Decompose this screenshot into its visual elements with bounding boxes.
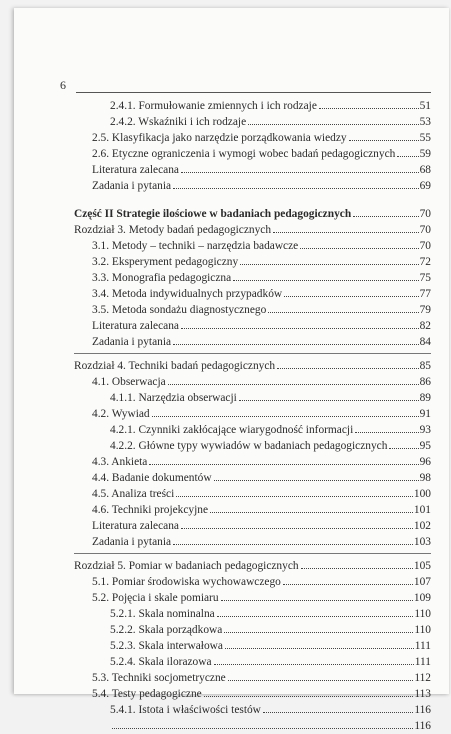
toc-entry-page: 101 bbox=[413, 504, 431, 516]
chapter-separator bbox=[74, 553, 431, 554]
toc-entry-title: Część II Strategie ilościowe w badaniach pedagogicznych bbox=[74, 208, 352, 220]
leader-dots bbox=[176, 496, 413, 497]
toc-entry-title: Zadania i pytania bbox=[92, 180, 172, 192]
leader-dots bbox=[181, 328, 419, 329]
toc-entry-title: 2.4.1. Formułowanie zmiennych i ich rodzaje bbox=[110, 100, 317, 112]
toc-entry-title: 3.2. Eksperyment pedagogiczny bbox=[92, 256, 239, 268]
leader-dots bbox=[173, 188, 419, 189]
toc-entry-title: 4.4. Badanie dokumentów bbox=[92, 472, 212, 484]
toc-entry-title: 4.1. Obserwacja bbox=[92, 376, 166, 388]
leader-dots bbox=[210, 512, 413, 513]
leader-dots bbox=[173, 544, 413, 545]
toc-entry-page: 75 bbox=[419, 272, 431, 284]
toc-entry-title: 5.1. Pomiar środowiska wychowawczego bbox=[92, 576, 281, 588]
toc-entry bbox=[74, 254, 431, 270]
toc-entry-title: 5.2.4. Skala ilorazowa bbox=[110, 656, 212, 668]
leader-dots bbox=[181, 172, 419, 173]
toc-entry bbox=[74, 406, 431, 422]
leader-dots bbox=[233, 280, 418, 281]
leader-dots bbox=[353, 216, 418, 217]
leader-dots bbox=[301, 568, 413, 569]
toc-entry-title: Literatura zalecana bbox=[92, 320, 179, 332]
toc-entry-title: Rozdział 3. Metody badań pedagogicznych bbox=[74, 224, 272, 236]
toc-entry-page: 84 bbox=[419, 336, 431, 348]
leader-dots bbox=[248, 124, 418, 125]
chapter-separator bbox=[74, 353, 431, 354]
toc-entry-page: 91 bbox=[419, 408, 431, 420]
toc-entry-page: 103 bbox=[413, 536, 431, 548]
toc-entry bbox=[74, 146, 431, 162]
toc-entry bbox=[74, 302, 431, 318]
toc-entry bbox=[74, 318, 431, 334]
toc-entry-page: 70 bbox=[419, 240, 431, 252]
toc-entry bbox=[74, 718, 431, 734]
toc-entry bbox=[74, 638, 431, 654]
toc-entry bbox=[74, 206, 431, 222]
toc-entry-page: 72 bbox=[419, 256, 431, 268]
toc-entry bbox=[74, 238, 431, 254]
toc-entry bbox=[74, 286, 431, 302]
toc-entry-page: 70 bbox=[419, 208, 431, 220]
toc-entry-page: 89 bbox=[419, 392, 431, 404]
toc-entry-title: 5.2. Pojęcia i skale pomiaru bbox=[92, 592, 219, 604]
toc-entry-title: 5.2.2. Skala porządkowa bbox=[110, 624, 223, 636]
toc-entry-page: 59 bbox=[419, 148, 431, 160]
toc-entry-page: 105 bbox=[413, 560, 431, 572]
leader-dots bbox=[149, 464, 418, 465]
header-rule bbox=[76, 92, 431, 93]
toc-entry bbox=[74, 574, 431, 590]
toc-entry-page: 55 bbox=[419, 132, 431, 144]
toc-entry bbox=[74, 114, 431, 130]
leader-dots bbox=[221, 600, 413, 601]
toc-entry-title: Literatura zalecana bbox=[92, 164, 179, 176]
leader-dots bbox=[168, 384, 419, 385]
toc-entry bbox=[74, 486, 431, 502]
toc-entry-page: 86 bbox=[419, 376, 431, 388]
leader-dots bbox=[240, 264, 418, 265]
leader-dots bbox=[284, 296, 418, 297]
toc-entry-page: 82 bbox=[419, 320, 431, 332]
toc-entry bbox=[74, 98, 431, 114]
toc-entry bbox=[74, 534, 431, 550]
toc-entry bbox=[74, 422, 431, 438]
toc-entry-page: 116 bbox=[414, 704, 431, 716]
toc-entry-title: 5.2.1. Skala nominalna bbox=[110, 608, 215, 620]
toc-entry-page: 70 bbox=[419, 224, 431, 236]
toc-entry-page: 79 bbox=[419, 304, 431, 316]
toc-entry-title: Rozdział 5. Pomiar w badaniach pedagogicznych bbox=[74, 560, 299, 572]
toc-entry-page: 95 bbox=[419, 440, 431, 452]
toc-entry-title: 3.1. Metody – techniki – narzędzia badawcze bbox=[92, 240, 299, 252]
toc-entry bbox=[74, 606, 431, 622]
leader-dots bbox=[349, 140, 419, 141]
toc-entry-page: 111 bbox=[414, 640, 431, 652]
toc-entry-title: 3.3. Monografia pedagogiczna bbox=[92, 272, 232, 284]
toc-entry bbox=[74, 222, 431, 238]
leader-dots bbox=[300, 248, 418, 249]
leader-dots bbox=[181, 528, 413, 529]
toc-entry-title: 3.4. Metoda indywidualnych przypadków bbox=[92, 288, 283, 300]
toc-entry bbox=[74, 558, 431, 574]
leader-dots bbox=[225, 648, 414, 649]
toc-entry-page: 68 bbox=[419, 164, 431, 176]
toc-entry-title: 2.5. Klasyfikacja jako narzędzie porządkowania wiedzy bbox=[92, 132, 347, 144]
toc-entry bbox=[74, 390, 431, 406]
leader-dots bbox=[214, 664, 414, 665]
leader-dots bbox=[389, 448, 418, 449]
leader-dots bbox=[112, 728, 413, 729]
toc-entry-page: 98 bbox=[419, 472, 431, 484]
toc-entry-page: 111 bbox=[414, 656, 431, 668]
toc-entry bbox=[74, 162, 431, 178]
toc-entry-title: 4.5. Analiza treści bbox=[92, 488, 175, 500]
toc-entry bbox=[74, 502, 431, 518]
leader-dots bbox=[214, 480, 419, 481]
toc-entry-title: Zadania i pytania bbox=[92, 536, 172, 548]
leader-dots bbox=[397, 156, 418, 157]
toc-entry-page: 107 bbox=[413, 576, 431, 588]
toc-entry-page: 113 bbox=[414, 688, 431, 700]
toc-entry bbox=[74, 358, 431, 374]
toc-entry-title: Rozdział 4. Techniki badań pedagogicznych bbox=[74, 360, 276, 372]
toc-entry-title: 5.4. Testy pedagogiczne bbox=[92, 688, 202, 700]
toc-entry-page: 85 bbox=[419, 360, 431, 372]
toc-entry-page: 96 bbox=[419, 456, 431, 468]
book-page bbox=[14, 8, 449, 732]
leader-dots bbox=[152, 416, 419, 417]
toc-entry-title: 4.2.2. Główne typy wywiadów w badaniach pedagogicznych bbox=[110, 440, 388, 452]
toc-entry-title: 2.6. Etyczne ograniczenia i wymogi wobec badań pedagogicznych bbox=[92, 148, 396, 160]
toc-entry-title: 5.4.1. Istota i właściwości testów bbox=[110, 704, 261, 716]
toc-entry-page: 93 bbox=[419, 424, 431, 436]
toc-entry-page: 112 bbox=[414, 672, 431, 684]
toc-entry bbox=[74, 670, 431, 686]
toc-entry bbox=[74, 334, 431, 350]
toc-entry bbox=[74, 454, 431, 470]
toc-entry-title: 5.3. Techniki socjometryczne bbox=[92, 672, 226, 684]
toc-entry bbox=[74, 590, 431, 606]
leader-dots bbox=[277, 368, 419, 369]
toc-entry-title: Literatura zalecana bbox=[92, 520, 179, 532]
toc-entry-title: 4.1.1. Narzędzia obserwacji bbox=[110, 392, 237, 404]
toc-entry-page: 116 bbox=[414, 720, 431, 732]
toc-entry bbox=[74, 622, 431, 638]
toc-entry bbox=[74, 654, 431, 670]
toc-entry-page: 51 bbox=[419, 100, 431, 112]
toc-entry-title: 4.3. Ankieta bbox=[92, 456, 148, 468]
toc-entry bbox=[74, 438, 431, 454]
toc-entry-page: 110 bbox=[414, 624, 431, 636]
toc-entry-title: 5.2.3. Skala interwałowa bbox=[110, 640, 223, 652]
toc-entry-title: 4.2. Wywiad bbox=[92, 408, 150, 420]
toc-entry-title: 3.5. Metoda sondażu diagnostycznego bbox=[92, 304, 267, 316]
toc-entry bbox=[74, 130, 431, 146]
page-number: 6 bbox=[60, 78, 66, 92]
toc-entry-page: 77 bbox=[419, 288, 431, 300]
toc-entry bbox=[74, 270, 431, 286]
leader-dots bbox=[217, 616, 414, 617]
leader-dots bbox=[204, 696, 414, 697]
toc-entry-page: 110 bbox=[414, 608, 431, 620]
leader-dots bbox=[224, 632, 413, 633]
toc-entry bbox=[74, 686, 431, 702]
leader-dots bbox=[273, 232, 419, 233]
toc-entry-title: 4.6. Techniki projekcyjne bbox=[92, 504, 209, 516]
toc-entry-page: 53 bbox=[419, 116, 431, 128]
leader-dots bbox=[268, 312, 418, 313]
toc-entry bbox=[74, 470, 431, 486]
toc-entry-page: 102 bbox=[413, 520, 431, 532]
leader-dots bbox=[355, 432, 418, 433]
toc-entry bbox=[74, 374, 431, 390]
leader-dots bbox=[319, 108, 419, 109]
leader-dots bbox=[173, 344, 419, 345]
toc-entry-title: Zadania i pytania bbox=[92, 336, 172, 348]
leader-dots bbox=[263, 712, 413, 713]
toc-entry bbox=[74, 178, 431, 194]
toc-entry-page: 109 bbox=[413, 592, 431, 604]
toc-entry-page: 69 bbox=[419, 180, 431, 192]
toc-entry-title: 4.2.1. Czynniki zakłócające wiarygodność informacji bbox=[110, 424, 354, 436]
toc-entry bbox=[74, 702, 431, 718]
leader-dots bbox=[239, 400, 419, 401]
toc-entry-title: 2.4.2. Wskaźniki i ich rodzaje bbox=[110, 116, 247, 128]
leader-dots bbox=[283, 584, 413, 585]
section-gap bbox=[74, 194, 431, 206]
table-of-contents bbox=[74, 98, 431, 734]
toc-entry bbox=[74, 518, 431, 534]
toc-entry-page: 100 bbox=[413, 488, 431, 500]
leader-dots bbox=[228, 680, 414, 681]
